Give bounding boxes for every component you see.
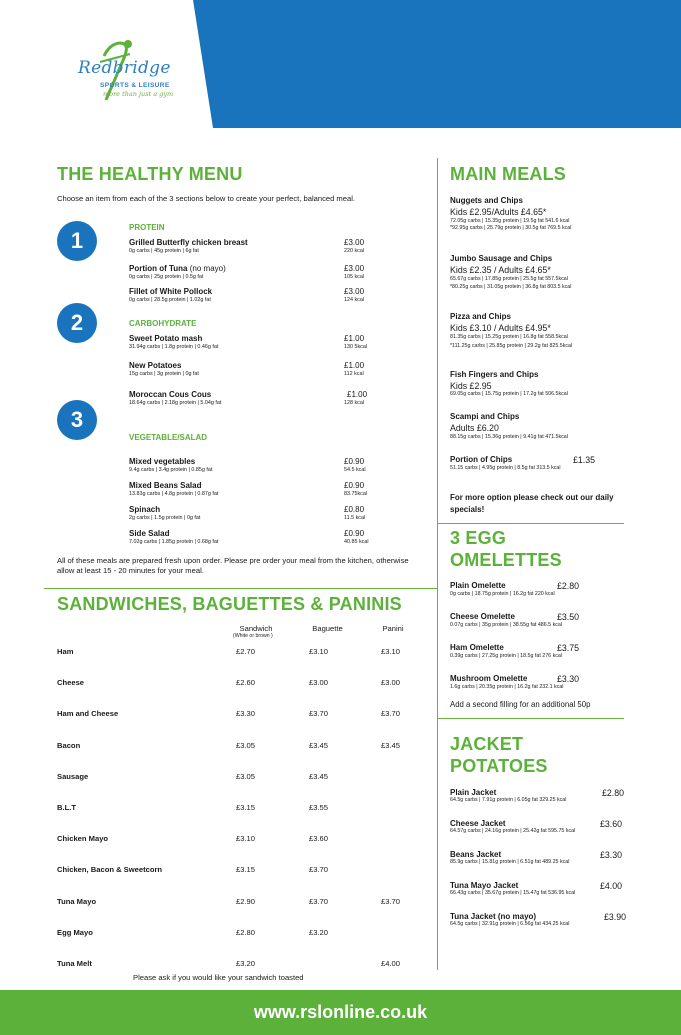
protein-label: PROTEIN [129,223,165,232]
logo-subtitle: SPORTS & LEISURE [100,82,170,89]
sandwich-price-baguette: £3.45 [309,741,329,750]
meal-nutrition: 69.05g carbs | 15.75g protein | 17.2g fat 506.5kcal [450,391,568,397]
veg-item [129,529,218,545]
item-kcal: 112 kcal [344,371,364,377]
meal-name: Portion of Chips [450,455,513,464]
meal-nutrition: 65.67g carbs | 17.85g protein | 25.5g fat 557.5kcal [450,276,568,282]
meal-price: Kids £2.35 / Adults £4.65* [450,265,551,275]
item-name: Sweet Potato mash [129,334,203,343]
meal-name: Jumbo Sausage and Chips [450,254,553,263]
step-2-badge: 2 [57,303,97,343]
divider-jacket [437,718,624,719]
item-nutrition: 0g carbs | 25g protein | 0.5g fat [129,274,204,280]
sandwich-row-name: Ham [57,647,74,656]
item-price: £0.90 [344,529,365,538]
step-1-badge: 1 [57,221,97,261]
omelette-name: Cheese Omelette [450,612,515,621]
jacket-nutrition: 64.5g carbs | 7.91g protein | 6.05g fat 329.25 kcal [450,797,567,803]
item-kcal: 128 kcal [344,400,365,406]
jacket-name: Tuna Jacket (no mayo) [450,912,537,921]
veg-item [129,457,212,473]
carb-item [129,361,199,377]
sandwich-price-sandwich: £2.60 [236,678,256,687]
sandwich-price-baguette: £3.10 [309,647,329,656]
sandwich-price-panini: £3.10 [381,647,401,656]
omelettes-title-line2: OMELETTES [450,550,562,570]
column-sandwich: Sandwich [239,624,273,633]
item-name: Mixed vegetables [129,457,196,466]
healthy-menu-title: THE HEALTHY MENU [57,164,243,184]
item-price: £1.00 [344,334,365,343]
veg-item [129,505,200,521]
omelette-price: £3.75 [557,643,580,653]
logo-tagline: more than just a gym [103,90,174,98]
protein-item [129,287,212,303]
item-kcal: 40.85 kcal [344,539,369,545]
omelette-name: Ham Omelette [450,643,504,652]
divider-omelettes [437,523,624,524]
jacket-name: Plain Jacket [450,788,497,797]
sandwich-price-baguette: £3.20 [309,928,329,937]
sandwich-price-baguette: £3.60 [309,834,329,843]
jacket-name: Tuna Mayo Jacket [450,881,519,890]
main-meals-title: MAIN MEALS [450,164,566,184]
item-nutrition: 15g carbs | 3g protein | 0g fat [129,371,199,377]
jacket-name: Cheese Jacket [450,819,506,828]
omelette-nutrition: 0g carbs | 18.75g protein | 16.2g fat 220 kcal [450,591,555,597]
sandwich-price-sandwich: £3.15 [236,803,256,812]
meal-price: Adults £6.20 [450,423,499,433]
jacket-price: £3.30 [600,850,623,860]
sandwich-price-panini: £3.00 [381,678,401,687]
meal-nutrition: 88.15g carbs | 15.36g protein | 9.41g fat 471.5kcal [450,434,568,440]
column-panini: Panini [382,624,404,633]
meal-nutrition: 81.35g carbs | 15.25g protein | 16.8g fat 558.5kcal [450,334,568,340]
item-name: Portion of Tuna (no mayo) [129,264,226,273]
item-price: £0.90 [344,481,365,490]
item-price: £0.80 [344,505,365,514]
sandwich-price-sandwich: £3.05 [236,741,256,750]
toasted-note: Please ask if you would like your sandwich toasted [133,973,304,982]
column-sandwich-sub: (White or brown ) [233,633,273,639]
item-kcal: 124 kcal [344,297,365,303]
item-kcal: 11.5 kcal [344,515,366,521]
sandwiches-title: SANDWICHES, BAGUETTES & PANINIS [57,594,402,614]
website-link[interactable]: www.rslonline.co.uk [253,1002,428,1022]
protein-item [129,264,226,280]
healthy-intro: Choose an item from each of the 3 sections below to create your perfect, balanced meal. [57,194,356,203]
meal-price: Kids £3.10 / Adults £4.95* [450,323,551,333]
jacket-price: £3.90 [604,912,627,922]
sandwich-row-name: Chicken, Bacon & Sweetcorn [57,865,163,874]
omelette-price: £3.30 [557,674,580,684]
meal-nutrition: 72.05g carbs | 15.35g protein | 19.5g fat 541.6 kcal [450,218,570,224]
item-nutrition: 7.02g carbs | 1.85g protein | 0.68g fat [129,539,219,545]
item-price: £1.00 [347,390,368,399]
carb-item [129,334,218,350]
sandwich-row-name: Tuna Melt [57,959,92,968]
sandwich-row-name: Egg Mayo [57,928,93,937]
sandwich-price-sandwich: £3.05 [236,772,256,781]
meal-nutrition: 51.15 carbs | 4.95g protein | 8.5g fat 313.5 kcal [450,465,561,471]
omelette-price: £3.50 [557,612,580,622]
item-kcal: 105 kcal [344,274,365,280]
logo-name: Redbridge [78,58,171,78]
item-kcal: 54.5 kcal [344,467,366,473]
meal-name: Fish Fingers and Chips [450,370,539,379]
carb-item [129,390,221,406]
sandwich-price-baguette: £3.55 [309,803,329,812]
sandwich-price-baguette: £3.00 [309,678,329,687]
meal-nutrition: *92.95g carbs | 25.79g protein | 30.5g fat 769.5 kcal [450,225,572,231]
sandwich-price-panini: £3.45 [381,741,401,750]
item-price: £3.00 [344,264,365,273]
vegetable-label: VEGETABLE/SALAD [129,433,208,442]
sandwich-price-baguette: £3.45 [309,772,329,781]
item-name: Spinach [129,505,161,514]
jacket-price: £4.00 [600,881,623,891]
item-kcal: 220 kcal [344,248,365,254]
omelette-name: Plain Omelette [450,581,506,590]
protein-item [129,238,248,254]
jacket-name: Beans Jacket [450,850,502,859]
item-price: £1.00 [344,361,365,370]
item-name: New Potatoes [129,361,182,370]
meal-price: £1.35 [573,455,596,465]
jacket-nutrition: 64.57g carbs | 24.16g protein | 25.42g fat 595.75 kcal [450,828,576,834]
meal-price: Kids £2.95 [450,381,492,391]
meal-name: Scampi and Chips [450,412,520,421]
meal-name: Nuggets and Chips [450,196,523,205]
sandwich-price-sandwich: £3.20 [236,959,256,968]
jacket-nutrition: 66.43g carbs | 35.67g protein | 15.47g fat 536.95 kcal [450,890,576,896]
sandwich-row-name: Ham and Cheese [57,709,119,718]
sandwich-price-baguette: £3.70 [309,709,329,718]
omelette-price: £2.80 [557,581,580,591]
omelette-nutrition: 1.6g carbs | 20.35g protein | 16.2g fat 232.1 kcal [450,684,564,690]
item-nutrition: 9.4g carbs | 3.4g protein | 0.85g fat [129,467,213,473]
item-nutrition: 18.64g carbs | 2.18g protein | 5.04g fat [129,400,222,406]
item-name: Moroccan Cous Cous [129,390,212,399]
jacket-nutrition: 64.5g carbs | 32.91g protein | 6.56g fat 434.25 kcal [450,921,570,927]
sandwich-price-sandwich: £3.10 [236,834,256,843]
healthy-note: All of these meals are prepared fresh upon order. Please pre order your meal from the kitchen, otherwise allow at least 15 - 20 minutes for your meal. [57,556,409,576]
sandwich-price-sandwich: £2.90 [236,897,256,906]
sandwich-row-name: Chicken Mayo [57,834,109,843]
meal-price: Kids £2.95/Adults £4.65* [450,207,547,217]
item-nutrition: 31.94g carbs | 1.8g protein | 0.46g fat [129,344,219,350]
second-filling-note: Add a second filling for an additional 50p [450,700,591,709]
jacket-price: £2.80 [602,788,625,798]
sandwich-row-name: Cheese [57,678,85,687]
sandwich-row-name: B.L.T [57,803,76,812]
item-nutrition: 2g carbs | 1.5g protein | 0g fat [129,515,201,521]
item-kcal: 83.75kcal [344,491,368,497]
column-divider [437,158,438,970]
item-name: Side Salad [129,529,170,538]
column-baguette: Baguette [312,624,343,633]
item-nutrition: 0g carbs | 28.5g protein | 1.02g fat [129,297,211,303]
sandwich-row-name: Sausage [57,772,89,781]
carbohydrate-label: CARBOHYDRATE [129,319,197,328]
sandwich-price-sandwich: £3.30 [236,709,256,718]
sandwich-price-panini: £3.70 [381,897,401,906]
omelettes-title-line1: 3 EGG [450,528,507,548]
item-nutrition: 0g carbs | 45g protein | 6g fat [129,248,199,254]
sandwich-price-baguette: £3.70 [309,865,329,874]
sandwich-price-sandwich: £3.15 [236,865,256,874]
meal-nutrition: *80.25g carbs | 31.05g protein | 36.8g fat 803.5 kcal [450,284,572,290]
sandwich-price-panini: £4.00 [381,959,401,968]
omelette-nutrition: 0.39g carbs | 27.25g protein | 18.5g fat 276 kcal [450,653,563,659]
item-name: Grilled Butterfly chicken breast [129,238,248,247]
jacket-nutrition: 85.9g carbs | 15.81g protein | 6.51g fat 489.25 kcal [450,859,570,865]
item-price: £0.90 [344,457,365,466]
item-price: £3.00 [344,287,365,296]
item-name: Fillet of White Pollock [129,287,213,296]
daily-specials-note: For more option please check out our daily specials! [450,493,614,514]
item-kcal: 130 5kcal [344,344,368,350]
jacket-title-line1: JACKET [450,734,524,754]
sandwich-row-name: Tuna Mayo [57,897,97,906]
item-nutrition: 13.83g carbs | 4.8g protein | 0.87g fat [129,491,219,497]
sandwich-price-sandwich: £2.70 [236,647,256,656]
veg-item [129,481,218,497]
jacket-price: £3.60 [600,819,623,829]
jacket-title-line2: POTATOES [450,756,548,776]
divider-sandwiches [44,588,437,589]
sandwich-row-name: Bacon [57,741,81,750]
meal-name: Pizza and Chips [450,312,511,321]
sandwich-price-sandwich: £2.80 [236,928,256,937]
item-price: £3.00 [344,238,365,247]
sandwich-price-baguette: £3.70 [309,897,329,906]
omelette-nutrition: 0.07g carbs | 35g protein | 38.55g fat 486.5 kcal [450,622,563,628]
omelette-name: Mushroom Omelette [450,674,528,683]
item-name: Mixed Beans Salad [129,481,202,490]
step-3-badge: 3 [57,400,97,440]
meal-nutrition: *111.25g carbs | 25.85g protein | 29.2g fat 825.5kcal [450,343,573,349]
sandwich-price-panini: £3.70 [381,709,401,718]
